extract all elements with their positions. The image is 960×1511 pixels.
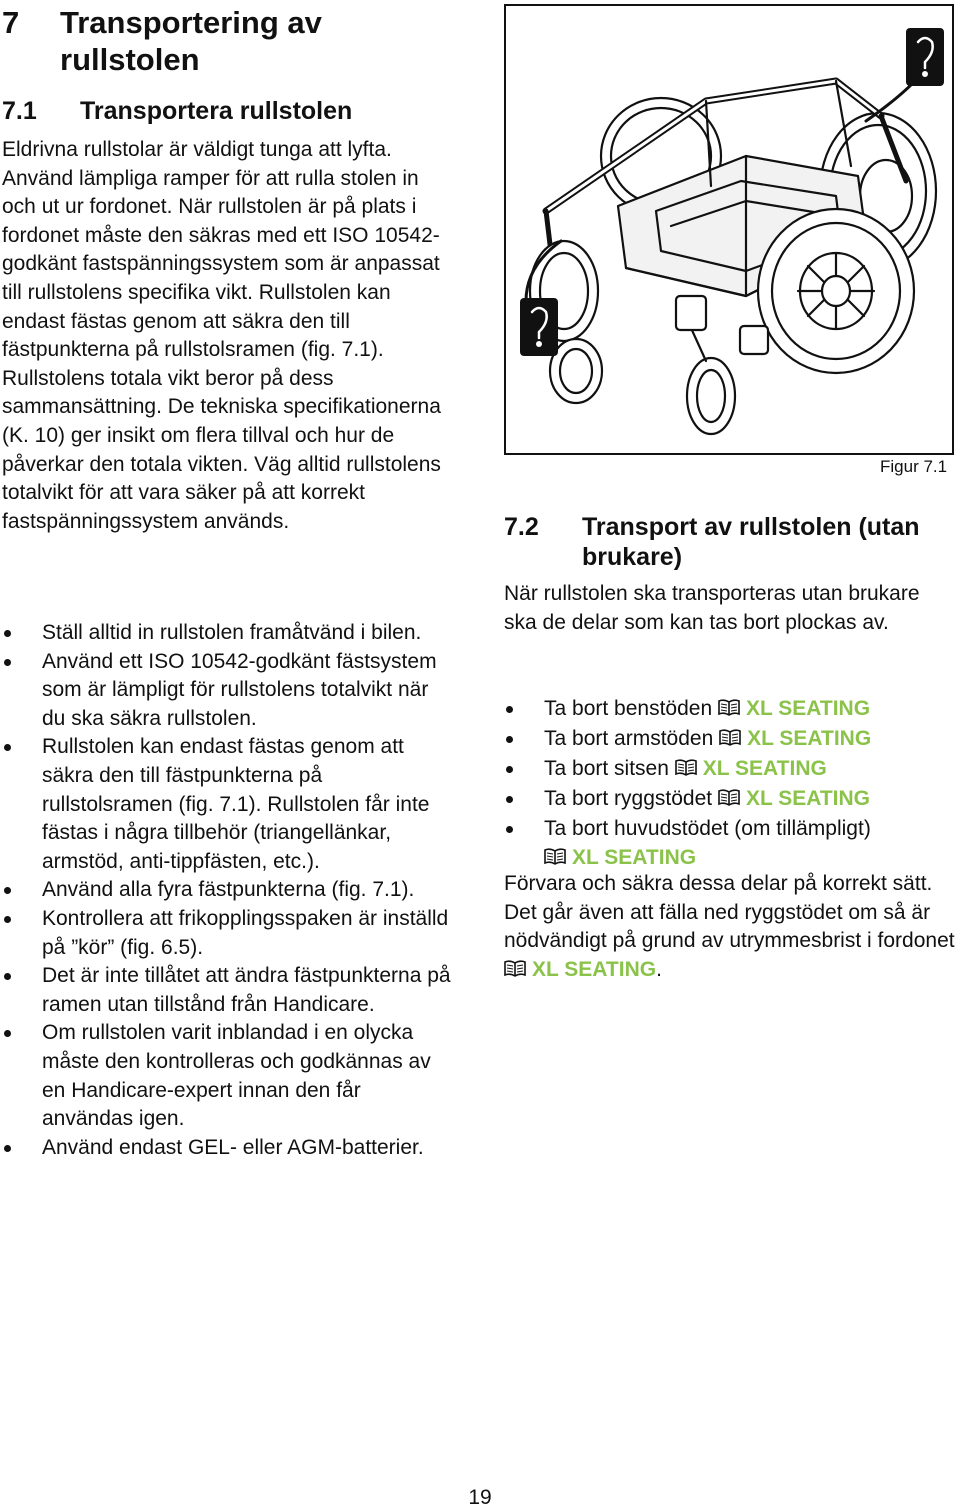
bullet-text: Använd ett ISO 10542-godkänt fästsystem som är lämpligt för rullstolens totalvikt när du ska säkra rullstolen. (42, 649, 437, 730)
ref-label: XL SEATING (745, 697, 871, 720)
xl-seating-ref[interactable] (504, 958, 656, 981)
bullet-text: Rullstolen kan endast fästas genom att säkra den till fästpunkterna på rullstolsramen (fig. 7.1). Rullstolen får inte fästas i några tillbehör (triangellänkar, armstöd, anti-tippfästen, etc.). (42, 735, 430, 873)
bullet-dot (4, 630, 11, 637)
xl-seating-ref[interactable] (719, 727, 871, 750)
bullet-text: Om rullstolen varit inblandad i en olycka måste den kontrolleras och godkännas av en Handicare-expert innan den får användas igen. (42, 1021, 431, 1131)
bullet-item (2, 1134, 452, 1163)
xl-seating-ref[interactable] (544, 846, 696, 869)
ref-label: XL SEATING (745, 786, 871, 810)
bullet-text: Använd endast GEL- eller AGM-batterier. (42, 1135, 424, 1159)
bullet-item (504, 695, 960, 724)
bullet-dot (506, 736, 513, 743)
bullet-item (2, 905, 452, 962)
section-7-2-bullet-list (504, 695, 960, 874)
bullet-text: Ta bort sitsen (544, 756, 669, 780)
bullet-dot (506, 826, 513, 833)
xl-seating-ref[interactable] (718, 787, 870, 810)
bullet-text: Ta bort armstöden (544, 726, 714, 750)
page-number: 19 (468, 1486, 492, 1509)
bullet-text: Ta bort huvudstödet (om tillämpligt) (544, 816, 871, 840)
section-7-2-intro: När rullstolen ska transporteras utan brukare ska de delar som kan tas bort plockas av. (504, 582, 920, 634)
section-number: 7.2 (504, 513, 539, 541)
tie-down-symbol-icon-2 (520, 298, 558, 356)
bullet-item (504, 725, 960, 754)
bullet-dot (4, 916, 11, 923)
tie-down-symbol-icon (906, 28, 944, 86)
section-title-text: Transport av rullstolen (utan brukare) (582, 513, 920, 571)
book-icon (544, 848, 566, 865)
bullet-item (2, 1019, 452, 1133)
bullet-text: Kontrollera att frikopplingsspaken är inställd på ”kör” (fig. 6.5). (42, 906, 449, 959)
xl-seating-ref[interactable] (718, 697, 870, 720)
bullet-dot (4, 1030, 11, 1037)
section-title-text: Transportera rullstolen (80, 97, 353, 125)
bullet-dot (4, 659, 11, 666)
ref-label: XL SEATING (702, 756, 827, 780)
section-7-2-closing (504, 870, 956, 984)
chapter-title-text: Transportering av rullstolen (60, 5, 322, 77)
book-icon (718, 699, 740, 716)
closing-end: . (656, 957, 662, 981)
bullet-dot (506, 706, 513, 713)
ref-label: XL SEATING (572, 845, 697, 869)
xl-seating-ref[interactable] (675, 757, 827, 780)
bullet-dot (4, 887, 11, 894)
bullet-text: Använd alla fyra fästpunkterna (fig. 7.1). (42, 878, 415, 902)
bullet-text: Ställ alltid in rullstolen framåtvänd i bilen. (42, 621, 422, 644)
section-7-1-bullet-list (2, 619, 452, 1162)
bullet-item (504, 755, 960, 784)
book-icon (504, 960, 526, 977)
wheelchair-illustration (506, 6, 952, 453)
book-icon (719, 729, 741, 746)
ref-label: XL SEATING (747, 726, 872, 750)
bullet-text: Det är inte tillåtet att ändra fästpunkterna på ramen utan tillstånd från Handicare. (42, 964, 451, 1016)
bullet-text: Ta bort benstöden (544, 697, 713, 720)
bullet-dot (4, 744, 11, 751)
ref-label: XL SEATING (532, 957, 657, 981)
bullet-item (2, 733, 452, 876)
book-icon (718, 789, 740, 806)
section-number: 7.1 (2, 97, 37, 125)
bullet-item (504, 785, 960, 814)
bullet-dot (4, 1145, 11, 1152)
bullet-item (2, 619, 452, 648)
bullet-item (2, 648, 452, 734)
bullet-item (2, 962, 452, 1019)
book-icon (675, 759, 697, 776)
bullet-dot (506, 766, 513, 773)
front-right-wheel (758, 209, 914, 373)
bullet-text: Ta bort ryggstödet (544, 786, 713, 810)
bullet-item (504, 815, 960, 872)
chapter-number: 7 (2, 5, 20, 40)
figure-7-1 (504, 4, 954, 455)
section-7-1-paragraph: Eldrivna rullstolar är väldigt tunga att lyfta. Använd lämpliga ramper för att rulla stolen in och ut ur fordonet. När rullstolen är på plats i fordonet måste den säkras med ett ISO 10542-godkänt fastspänningssystem som är anpassat till rullstolens specifika vikt. Rullstolen kan endast fästas genom att säkra den till fästpunkterna på rullstolsramen (fig. 7.1). Rullstolens totala vikt beror på dess sammansättning. De tekniska specifikationerna (K. 10) ger insikt om flera tillval och hur de påverkar den totala vikten. Väg alltid rullstolens totalvikt för att vara säker på att korrekt fastspänningssystem används. (2, 138, 441, 533)
bullet-item (2, 876, 452, 905)
figure-caption: Figur 7.1 (880, 457, 948, 476)
bullet-dot (4, 973, 11, 980)
bullet-dot (506, 796, 513, 803)
closing-text: Förvara och säkra dessa delar på korrekt sätt. Det går även att fälla ned ryggstödet om så är nödvändigt på grund av utrymmesbrist i fordonet (504, 872, 955, 953)
